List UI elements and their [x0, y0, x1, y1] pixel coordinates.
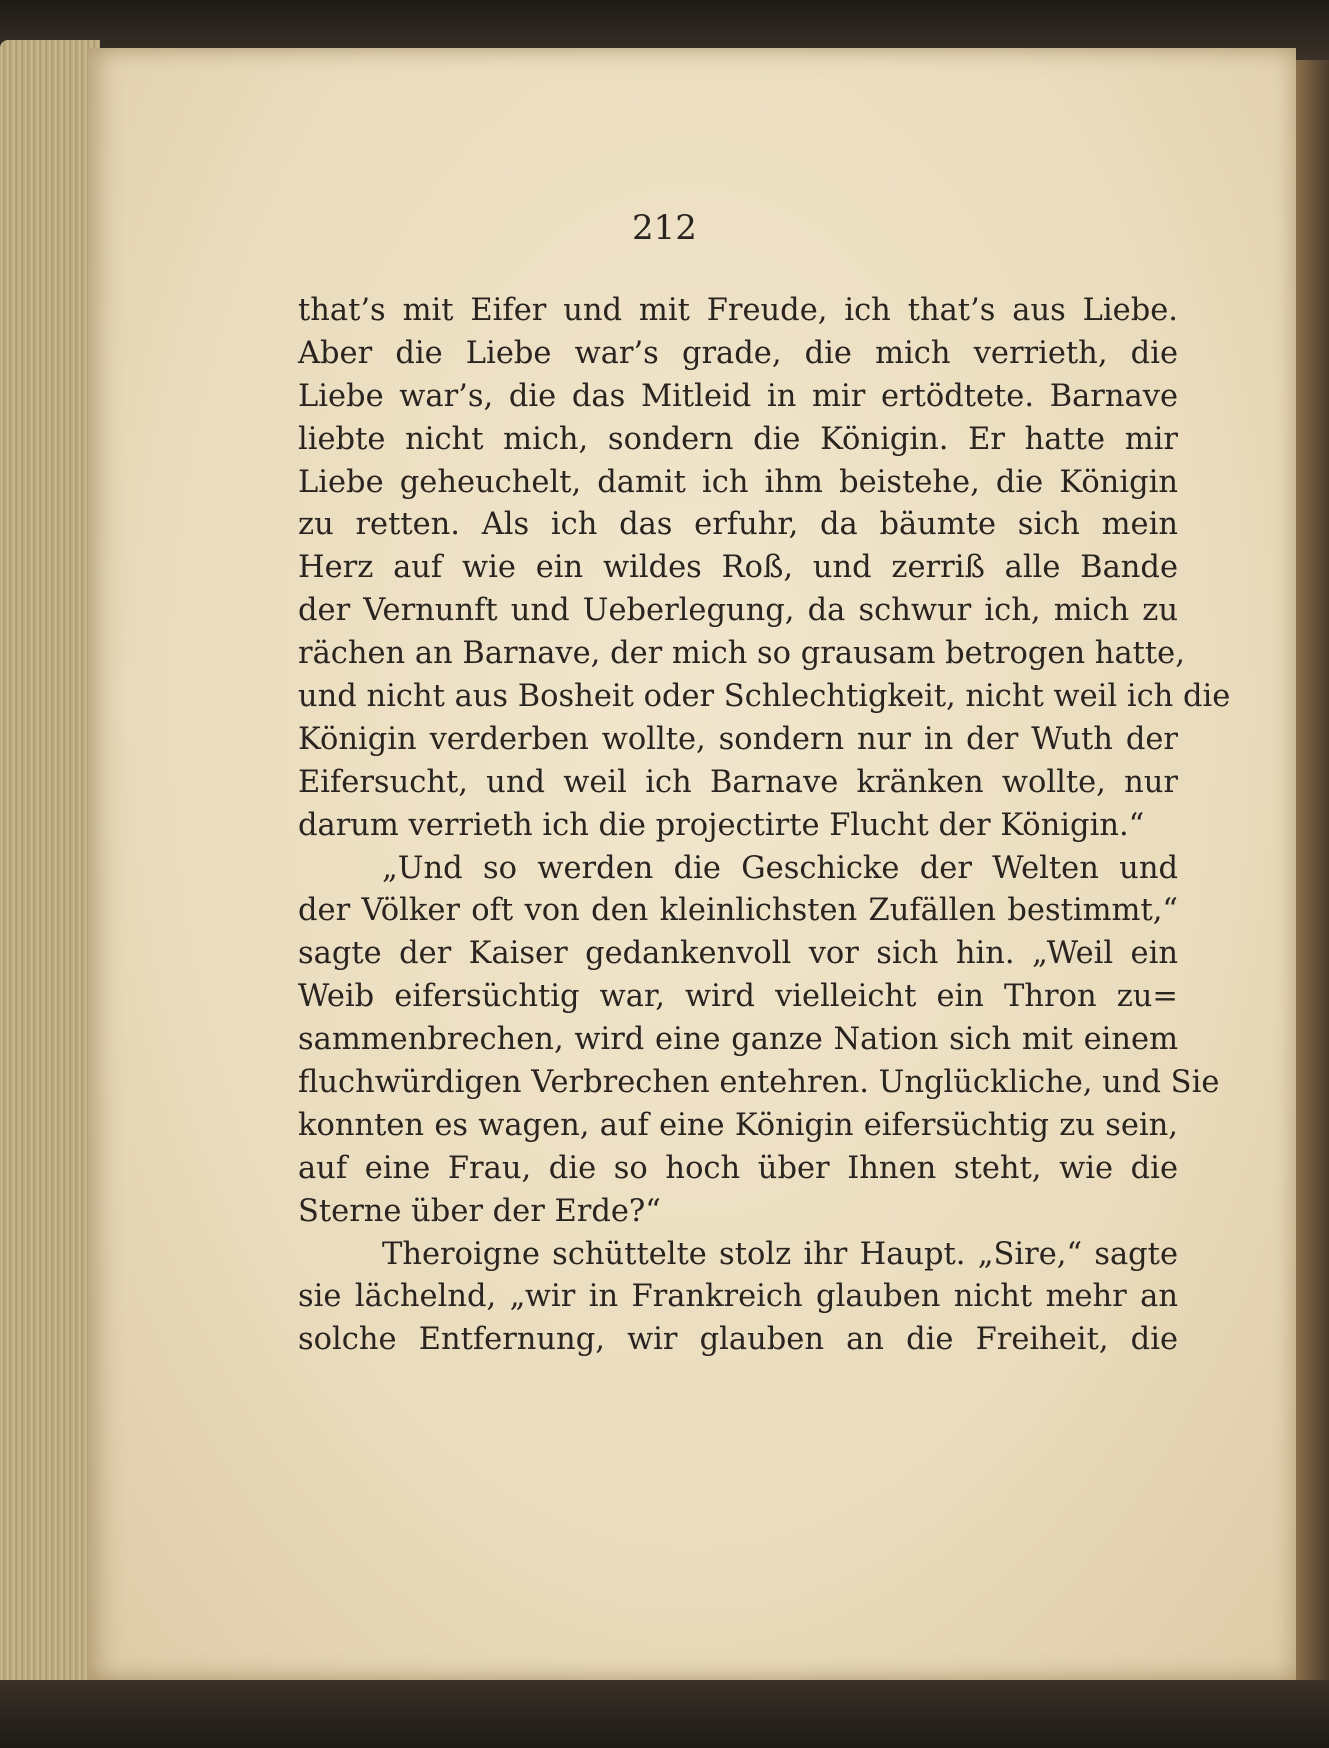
text-line: konnten es wagen, auf eine Königin eifersüchtig zu sein,	[298, 1107, 1178, 1143]
text-line: sagte der Kaiser gedankenvoll vor sich hin. „Weil ein	[298, 936, 1178, 972]
text-line: rächen an Barnave, der mich so grausam betrogen hatte,	[298, 636, 1185, 672]
page-number: 212	[632, 208, 697, 248]
book-bottom-shadow	[0, 1680, 1329, 1748]
text-line: auf eine Frau, die so hoch über Ihnen steht, wie die	[298, 1150, 1178, 1186]
text-line: darum verrieth ich die projectirte Flucht der Königin.“	[298, 807, 1145, 843]
text-line: Eifersucht, und weil ich Barnave kränken wollte, nur	[298, 764, 1178, 800]
text-line: fluchwürdigen Verbrechen entehren. Unglückliche, und Sie	[298, 1065, 1220, 1101]
page-edges-left	[0, 40, 100, 1690]
text-line: und nicht aus Bosheit oder Schlechtigkeit, nicht weil ich die	[298, 679, 1231, 715]
text-line: der Völker oft von den kleinlichsten Zufällen bestimmt,“	[298, 893, 1178, 929]
text-line: Herz auf wie ein wildes Roß, und zerriß alle Bande	[298, 550, 1178, 586]
text-line: Aber die Liebe war’s grade, die mich verrieth, die	[298, 335, 1178, 371]
text-line: Liebe war’s, die das Mitleid in mir ertödtete. Barnave	[298, 378, 1178, 414]
text-line: der Vernunft und Ueberlegung, da schwur ich, mich zu	[298, 593, 1178, 629]
book-cover-edge-right	[1296, 60, 1329, 1690]
text-line: „Und so werden die Geschicke der Welten und	[382, 850, 1178, 886]
page-text	[298, 290, 1231, 1362]
text-line: Sterne über der Erde?“	[298, 1193, 661, 1229]
text-line: Liebe geheuchelt, damit ich ihm beistehe, die Königin	[298, 464, 1178, 500]
text-line: solche Entfernung, wir glauben an die Freiheit, die	[298, 1322, 1178, 1358]
text-line: zu retten. Als ich das erfuhr, da bäumte sich mein	[298, 507, 1178, 543]
text-line: that’s mit Eifer und mit Freude, ich that’s aus Liebe.	[298, 293, 1178, 328]
text-line: Weib eifersüchtig war, wird vielleicht ein Thron zu=	[298, 979, 1178, 1015]
text-line: liebte nicht mich, sondern die Königin. Er hatte mir	[298, 421, 1178, 457]
text-line: sammenbrechen, wird eine ganze Nation sich mit einem	[298, 1022, 1178, 1058]
text-line: Königin verderben wollte, sondern nur in der Wuth der	[298, 721, 1178, 757]
text-line: Theroigne schüttelte stolz ihr Haupt. „Sire,“ sagte	[382, 1236, 1178, 1272]
text-line: sie lächelnd, „wir in Frankreich glauben nicht mehr an	[298, 1279, 1178, 1315]
